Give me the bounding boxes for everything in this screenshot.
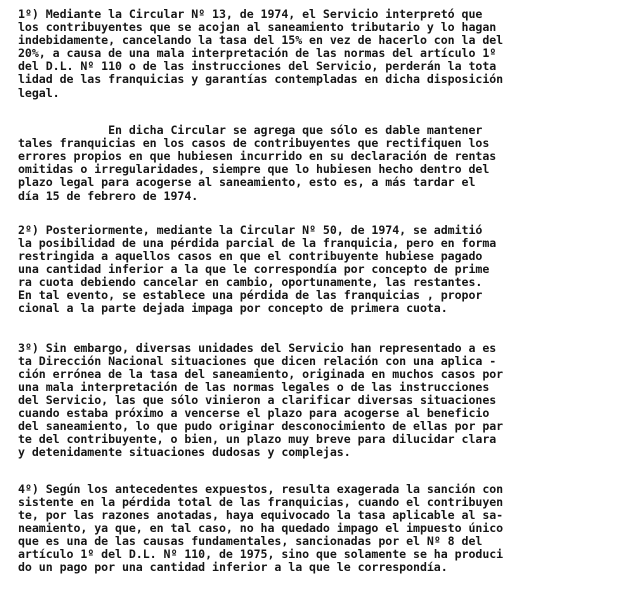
text-line: do un pago por una cantidad inferior a la que le correspondía. bbox=[18, 560, 448, 574]
text-line: te del contribuyente, o bien, un plazo muy breve para dilucidar clara bbox=[18, 432, 497, 446]
text-line: legal. bbox=[18, 86, 60, 100]
text-line: que es una de las causas fundamentales, sancionadas por el Nº 8 del bbox=[18, 534, 483, 548]
text-line: del saneamiento, lo que pudo originar desconocimiento de ellas por par bbox=[18, 419, 504, 433]
text-line: los contribuyentes que se acojan al saneamiento tributario y lo hagan bbox=[18, 20, 497, 34]
text-line: 4º) Según los antecedentes expuestos, resulta exagerada la sanción con bbox=[18, 482, 504, 496]
text-line: tales franquicias en los casos de contribuyentes que rectifiquen los bbox=[18, 136, 490, 150]
text-line: sistente en la pérdida total de las franquicias, cuando el contribuyen bbox=[18, 495, 504, 509]
text-line: En tal evento, se establece una pérdida de las franquicias , propor bbox=[18, 288, 483, 302]
text-line: del Servicio, las que sólo vinieron a clarificar diversas situaciones bbox=[18, 393, 497, 407]
text-line: cional a la parte dejada impaga por concepto de primera cuota. bbox=[18, 301, 448, 315]
text-line: indebidamente, cancelando la tasa del 15% en vez de hacerlo con la del bbox=[18, 33, 504, 47]
text-line: del D.L. Nº 110 o de las instrucciones del Servicio, perderán la tota bbox=[18, 59, 497, 73]
text-line: omitidas o irregularidades, siempre que lo hubiesen hecho dentro del bbox=[18, 162, 490, 176]
text-line: una cantidad inferior a la que le correspondía por concepto de prime bbox=[18, 262, 490, 276]
text-line: ción errónea de la tasa del saneamiento, originada en muchos casos por bbox=[18, 367, 504, 381]
text-line: artículo 1º del D.L. Nº 110, de 1975, sino que solamente se ha produci bbox=[18, 547, 504, 561]
text-line: En dicha Circular se agrega que sólo es dable mantener bbox=[18, 123, 483, 137]
text-line: plazo legal para acogerse al saneamiento, esto es, a más tardar el bbox=[18, 175, 476, 189]
text-line: ra cuota debiendo cancelar en cambio, oportunamente, las restantes. bbox=[18, 275, 483, 289]
text-line: 20%, a causa de una mala interpretación de las normas del artículo 1º bbox=[18, 46, 497, 60]
text-line: neamiento, ya que, en tal caso, no ha quedado impago el impuesto único bbox=[18, 521, 504, 535]
text-line: errores propios en que hubiesen incurrido en su declaración de rentas bbox=[18, 149, 497, 163]
text-line: la posibilidad de una pérdida parcial de la franquicia, pero en forma bbox=[18, 236, 497, 250]
text-line: día 15 de febrero de 1974. bbox=[18, 189, 199, 203]
text-line: restringida a aquellos casos en que el contribuyente hubiese pagado bbox=[18, 249, 483, 263]
text-line: te, por las razones anotadas, haya equivocado la tasa aplicable al sa- bbox=[18, 508, 504, 522]
text-line: 2º) Posteriormente, mediante la Circular Nº 50, de 1974, se admitió bbox=[18, 223, 483, 237]
text-line: 1º) Mediante la Circular Nº 13, de 1974, el Servicio interpretó que bbox=[18, 7, 483, 21]
text-line: 3º) Sin embargo, diversas unidades del Servicio han representado a es bbox=[18, 341, 497, 355]
text-line: y detenidamente situaciones dudosas y complejas. bbox=[18, 445, 351, 459]
text-line: lidad de las franquicias y garantías contempladas en dicha disposición bbox=[18, 72, 504, 86]
text-line: ta Dirección Nacional situaciones que dicen relación con una aplica - bbox=[18, 354, 497, 368]
text-line: cuando estaba próximo a vencerse el plazo para acogerse al beneficio bbox=[18, 406, 490, 420]
text-line: una mala interpretación de las normas legales o de las instrucciones bbox=[18, 380, 490, 394]
